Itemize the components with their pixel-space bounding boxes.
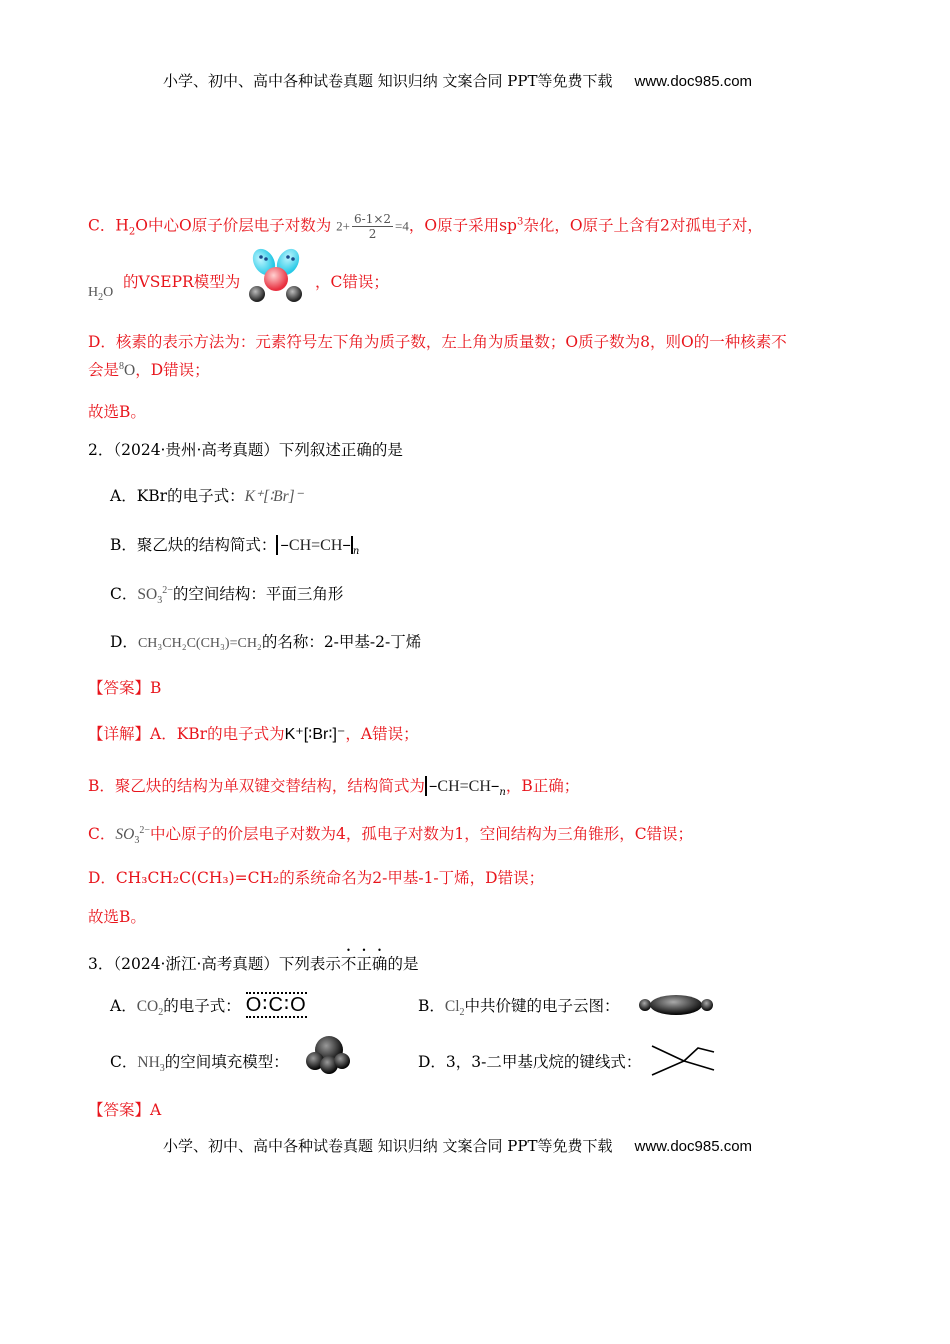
kbr-formula: K⁺[∶Br]⁻ xyxy=(244,488,303,505)
co2-electron-formula: O∶C∶O xyxy=(245,994,307,1016)
h2o-vsepr-model-image xyxy=(244,246,314,304)
q1-conclusion: 故选B。 xyxy=(88,403,146,421)
q2-option-a: A．KBr的电子式：K⁺[∶Br]⁻ xyxy=(110,487,303,505)
q1-option-d-line2: 会是$^8$O，D错误； xyxy=(88,360,210,379)
dimethylpentane-skeletal-image xyxy=(650,1044,716,1076)
q1-c-conclusion: ，C错误； xyxy=(315,273,389,291)
q2-option-d: D．CH₃CH₂C(CH₃)=CH₂的名称：2-甲基-2-丁烯 xyxy=(110,633,422,651)
q2-option-c: C．$SO_3^{2-}$的空间结构：平面三角形 xyxy=(110,584,344,607)
q2-detail-d: D．CH₃CH₂C(CH₃)=CH₂的系统命名为2-甲基-1-丁烯，D错误； xyxy=(88,869,545,887)
q3-option-c: C．$NH_3$的空间填充模型： xyxy=(110,1053,289,1075)
cl2-electron-cloud-image xyxy=(638,993,714,1017)
footer-text: 小学、初中、高中各种试卷真题 知识归纳 文案合同 PPT等免费下载 xyxy=(163,1137,613,1155)
q2-conclusion: 故选B。 xyxy=(88,908,146,926)
header-url[interactable]: www.doc985.com xyxy=(634,73,753,90)
q3-stem: 3．（2024·浙江·高考真题）下列表示不正确的是 xyxy=(88,955,419,973)
q3-option-a: A．$CO_2$的电子式： O∶C∶O xyxy=(110,994,307,1019)
q2-stem: 2．（2024·贵州·高考真题）下列叙述正确的是 xyxy=(88,441,403,459)
q2-option-b: B．聚乙炔的结构简式： –CH=CH– $_n$ xyxy=(110,535,360,558)
q3-answer: 【答案】A xyxy=(88,1101,162,1119)
q2-detail-a: 【详解】A．KBr的电子式为K⁺[∶Br∶]⁻，A错误； xyxy=(88,725,419,743)
hydrogen-atom-right xyxy=(286,286,302,302)
q1-option-d-line1: D．核素的表示方法为：元素符号左下角为质子数，左上角为质量数；O质子数为8，则O的一种核素不 xyxy=(88,333,787,351)
header-text: 小学、初中、高中各种试卷真题 知识归纳 文案合同 PPT等免费下载 xyxy=(163,72,613,90)
footer-url[interactable]: www.doc985.com xyxy=(634,1138,753,1155)
q1-option-c-line1: C．$H_2O$中心O原子价层电子对数为 2+ $\frac{6-1\times 2}{2}$ =4，O原子采用$sp^3$杂化，O原子上含有2对孤电子对， xyxy=(88,212,763,241)
q2-answer: 【答案】B xyxy=(88,679,162,697)
q2-detail-b: B．聚乙炔的结构为单双键交替结构，结构简式为 $-CH=CH-_n$，B正确； xyxy=(88,776,580,799)
q2-detail-c: C．$SO_3^{2-}$中心原子的价层电子对数为4，孤电子对数为1，空间结构为三角锥形，C错误； xyxy=(88,824,694,847)
fraction: $\frac{6-1\times 2}{2}$ xyxy=(354,212,392,241)
emphasis-text: 不正确 xyxy=(340,955,388,973)
nh3-space-filling-model-image xyxy=(305,1034,351,1074)
page-footer xyxy=(163,1135,752,1156)
page-header xyxy=(163,70,752,91)
q3-option-b: B．$Cl_2$中共价键的电子云图： xyxy=(418,997,620,1019)
q3-option-d: D．3，3-二甲基戊烷的键线式： xyxy=(418,1053,642,1071)
h2o-label: $H_2O$ xyxy=(88,285,114,303)
hydrogen-atom-left xyxy=(249,286,265,302)
oxygen-atom xyxy=(264,267,288,291)
q1-c-vsepr-text: 的VSEPR模型为 xyxy=(123,273,241,291)
